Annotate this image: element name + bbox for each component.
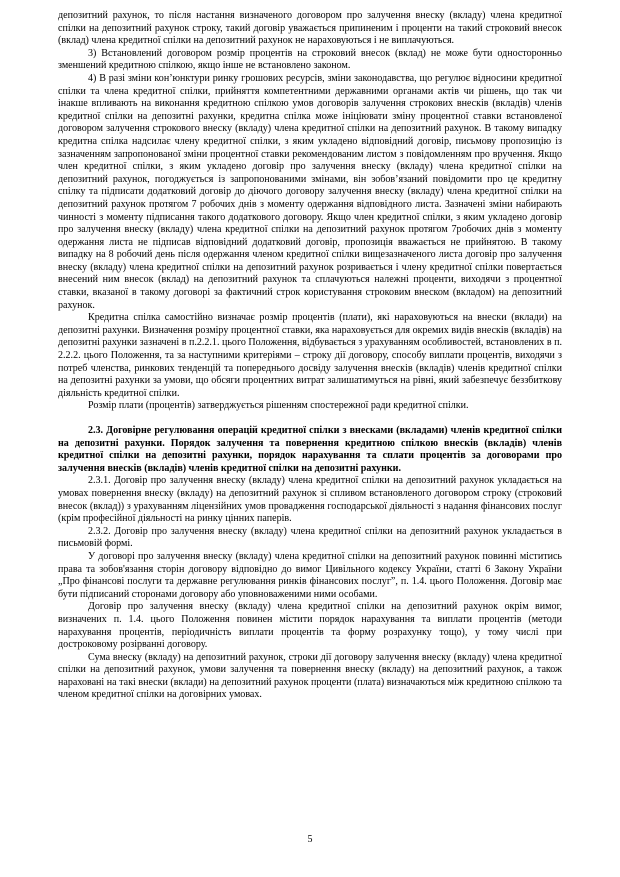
paragraph-interest-rate: Кредитна спілка самостійно визначає розмір процентів (плати), які нараховуються на внески (вклади) на депозитні рахунки. Визначення розміру процентної ставки, яка нараховується для окремих видів внесків (вкладів) на депозитні рахунки зазначені в п.2.2.1. цього Положення, відбувається з урахуванням особливостей, встановлених в п. 2.2.2. цього Положення, та за наступними критеріями – строку дії договору, способу виплати процентів, виходячи з потреб членства, ринкових тенденцій та попереднього досвіду залучення внесків (вкладів) членів кредитної спілки на депозитні рахунки за умови, що обсяги процентних витрат залишатимуться на рівні, який забезпечує беззбиткову діяльність кредитної спілки. [58,312,562,399]
paragraph-continuation: депозитний рахунок, то після настання визначеного договором про залучення внеску (вкладу) члена кредитної спілки на депозитний рахунок строку, такий договір уважається припиненим і проценти на такий строковий внесок (вклад) члена кредитної спілки на депозитний рахунок не нараховуються і не виплачуються. [58,10,562,47]
section-heading-2-3: 2.3. Договірне регулювання операцій кредитної спілки з внесками (вкладами) членів кредитної спілки на депозитні рахунки. Порядок залучення та повернення кредитною спілкою внесків (вкладів) членів кредитної спілки на депозитні рахунки, порядок нарахування та сплати процентів за договорами про залучення внесків (вкладів) членів кредитної спілки на депозитні рахунки. [58,425,562,474]
paragraph-item-4: 4) В разі зміни кон’юнктури ринку грошових ресурсів, зміни законодавства, що регулює відносини кредитної спілки та члена кредитної спілки, прийняття компетентними державними органами актів чи рішень, що так чи інакше впливають на виконання кредитною спілкою умов договорів залучення строкових внесків (вкладів) членів кредитної спілки на депозитні рахунки, кредитна спілка може ініціювати зміну процентної ставки встановленої договором залучення строкового внеску (вкладу) члена кредитної спілки на депозитний рахунок. В такому випадку кредитна спілка надсилає члену кредитної спілки, з яким укладено відповідний договір, письмову пропозицію із зазначенням запропонованої зміни процентної ставки рекомендованим листом з повідомленням про вручення. Якщо член кредитної спілки, з яким укладено договір про залучення внеску (вкладу) члена кредитної спілки на депозитний рахунок, погоджується із запропонованими змінами, він зобов’язаний повідомити про це кредитну спілку та підписати додатковий договір до діючого договору залучення внеску (вкладу) члена кредитної спілки на депозитний рахунок протягом 7 робочих днів з моменту одержання відповідного листа. Зазначені зміни набирають чинності з моменту підписання такого додаткового договору. Якщо член кредитної спілки, з яким укладено договір про залучення внеску (вкладу) члена кредитної спілки на депозитний рахунок протягом 7робочих днів з моменту одержання листа не підписав відповідний додатковий договір, пропозиція вважається не прийнятою. В такому випадку на 8 робочий день після одержання членом кредитної спілки вищезазначеного листа договір про залучення внеску (вкладу) члена кредитної спілки на депозитний рахунок розривається і члену кредитної спілки повертається внесений ним внесок (вклад) на депозитний рахунок та сплачуються належні проценти, виходячи з процентної ставки, вказаної в такому договорі за фактичний строк користування строковим внеском (вкладом) на депозитний рахунок. [58,72,562,311]
page-number: 5 [307,834,313,845]
paragraph-item-3: 3) Встановлений договором розмір процентів на строковий внесок (вклад) не може бути односторонньо зменшений кредитною спілкою, якщо інше не встановлено законом. [58,47,562,72]
paragraph-deposit-terms: Сума внеску (вкладу) на депозитний рахунок, строки дії договору залучення внеску (вкладу) члена кредитної спілки на депозитний рахунок, умови залучення та повернення внеску (вкладу) на депозитний рахунок, а також нараховані на такі внески (вклади) на депозитний рахунок проценти (плата) визначаються між кредитною спілкою та членом кредитної спілки на договірних умовах. [58,651,562,701]
paragraph-2-3-1: 2.3.1. Договір про залучення внеску (вкладу) члена кредитної спілки на депозитний рахунок укладається на умовах повернення внеску (вкладу) на депозитний рахунок зі спливом встановленого договором строку (строковий внесок (вклад)) з урахуванням ліцензійних умов провадження господарської діяльності з надання фінансових послуг (крім професійної діяльності на ринку цінних паперів. [58,475,562,525]
paragraph-contract-interest: Договір про залучення внеску (вкладу) члена кредитної спілки на депозитний рахунок окрім вимог, визначених п. 1.4. цього Положення повинен містити порядок нарахування та виплати процентів (методи нарахування процентів, періодичність виплати процентів та форму розрахунку тощо), у тому числі при достроковому розірванні договору. [58,601,562,651]
paragraph-contract-rights: У договорі про залучення внеску (вкладу) члена кредитної спілки на депозитний рахунок повинні міститись права та зобов'язання сторін договору відповідно до вимог Цивільного кодексу України, статті 6 Закону України „Про фінансові послуги та державне регулювання ринків фінансових послуг”, п. 1.4. цього Положення. Договір має бути підписаний сторонами договору або уповноваженими ними особами. [58,550,562,600]
paragraph-2-3-2: 2.3.2. Договір про залучення внеску (вкладу) члена кредитної спілки на депозитний рахунок укладається в письмовій формі. [58,525,562,550]
section-spacer [58,413,562,425]
paragraph-fee-approval: Розмір плати (процентів) затверджується рішенням спостережної ради кредитної спілки. [88,400,469,412]
